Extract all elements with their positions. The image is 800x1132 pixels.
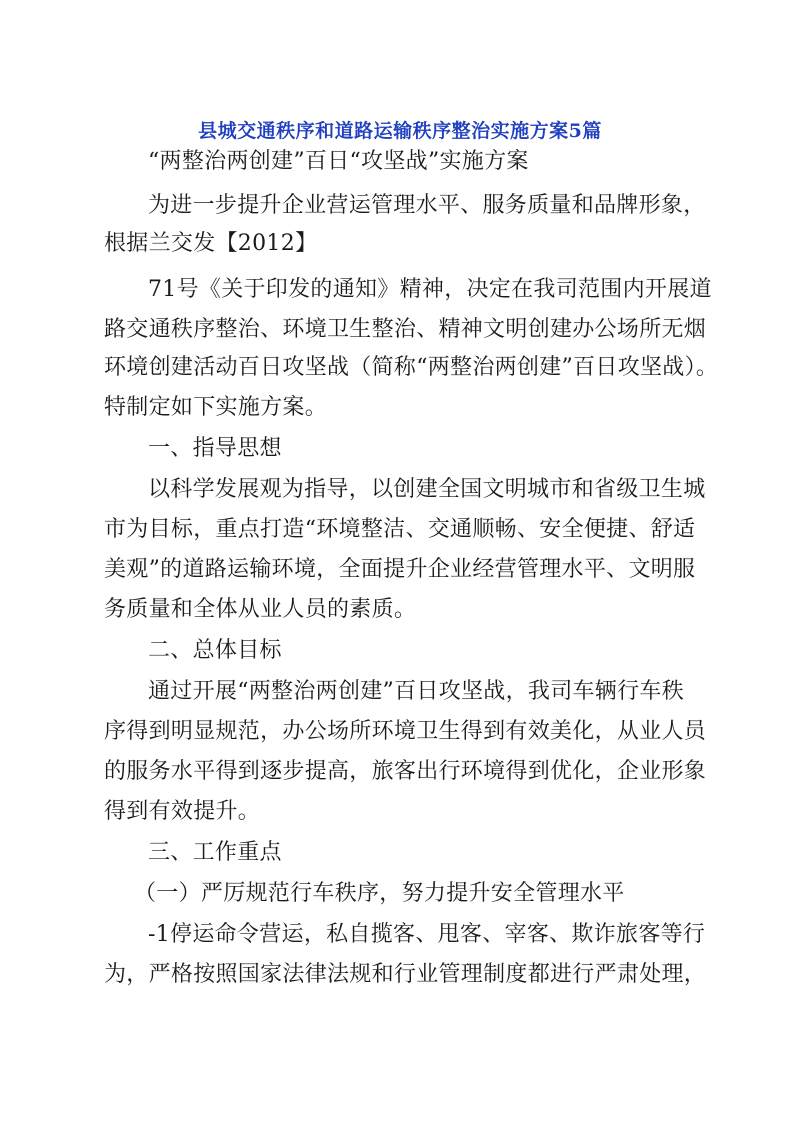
section-heading: 一、指导思想: [148, 436, 282, 461]
paragraph-line: 为，严格按照国家法律法规和行业管理制度都进行严肃处理，: [104, 962, 707, 987]
section-heading: 二、总体目标: [148, 638, 282, 663]
paragraph-line: 得到有效提升。: [104, 799, 261, 824]
paragraph-line: 根据兰交发【2012】: [104, 231, 318, 256]
paragraph-line: 71号《关于印发的通知》精神，决定在我司范围内开展道: [148, 277, 712, 302]
paragraph-line: 的服务水平得到逐步提高，旅客出行环境得到优化，企业形象: [104, 759, 707, 784]
paragraph-line: 环境创建活动百日攻坚战（简称“两整治两创建”百日攻坚战）。: [104, 355, 719, 380]
paragraph-line: 以科学发展观为指导，以创建全国文明城市和省级卫生城: [148, 477, 706, 502]
paragraph-line: 通过开展“两整治两创建”百日攻坚战，我司车辆行车秩: [148, 679, 684, 704]
paragraph-line: 务质量和全体从业人员的素质。: [104, 597, 417, 622]
paragraph-line: 为进一步提升企业营运管理水平、服务质量和品牌形象，: [148, 193, 706, 218]
subsection-heading: （一）严厉规范行车秩序，努力提升安全管理水平: [134, 881, 625, 906]
document-title: 县城交通秩序和道路运输秩序整治实施方案5篇: [198, 120, 602, 142]
paragraph-line: 特制定如下实施方案。: [104, 395, 328, 420]
paragraph-line: 序得到明显规范，办公场所环境卫生得到有效美化，从业人员: [104, 719, 707, 744]
paragraph-line: 市为目标，重点打造“环境整洁、交通顺畅、安全便捷、舒适: [104, 517, 696, 542]
section-heading: 三、工作重点: [148, 840, 282, 865]
paragraph-line: -1停运命令营运，私自揽客、甩客、宰客、欺诈旅客等行: [148, 922, 706, 947]
paragraph-line: 路交通秩序整治、环境卫生整治、精神文明创建办公场所无烟: [104, 317, 707, 342]
subtitle-line: “两整治两创建”百日“攻坚战”实施方案: [148, 149, 529, 174]
paragraph-line: 美观”的道路运输环境，全面提升企业经营管理水平、文明服: [104, 557, 696, 582]
